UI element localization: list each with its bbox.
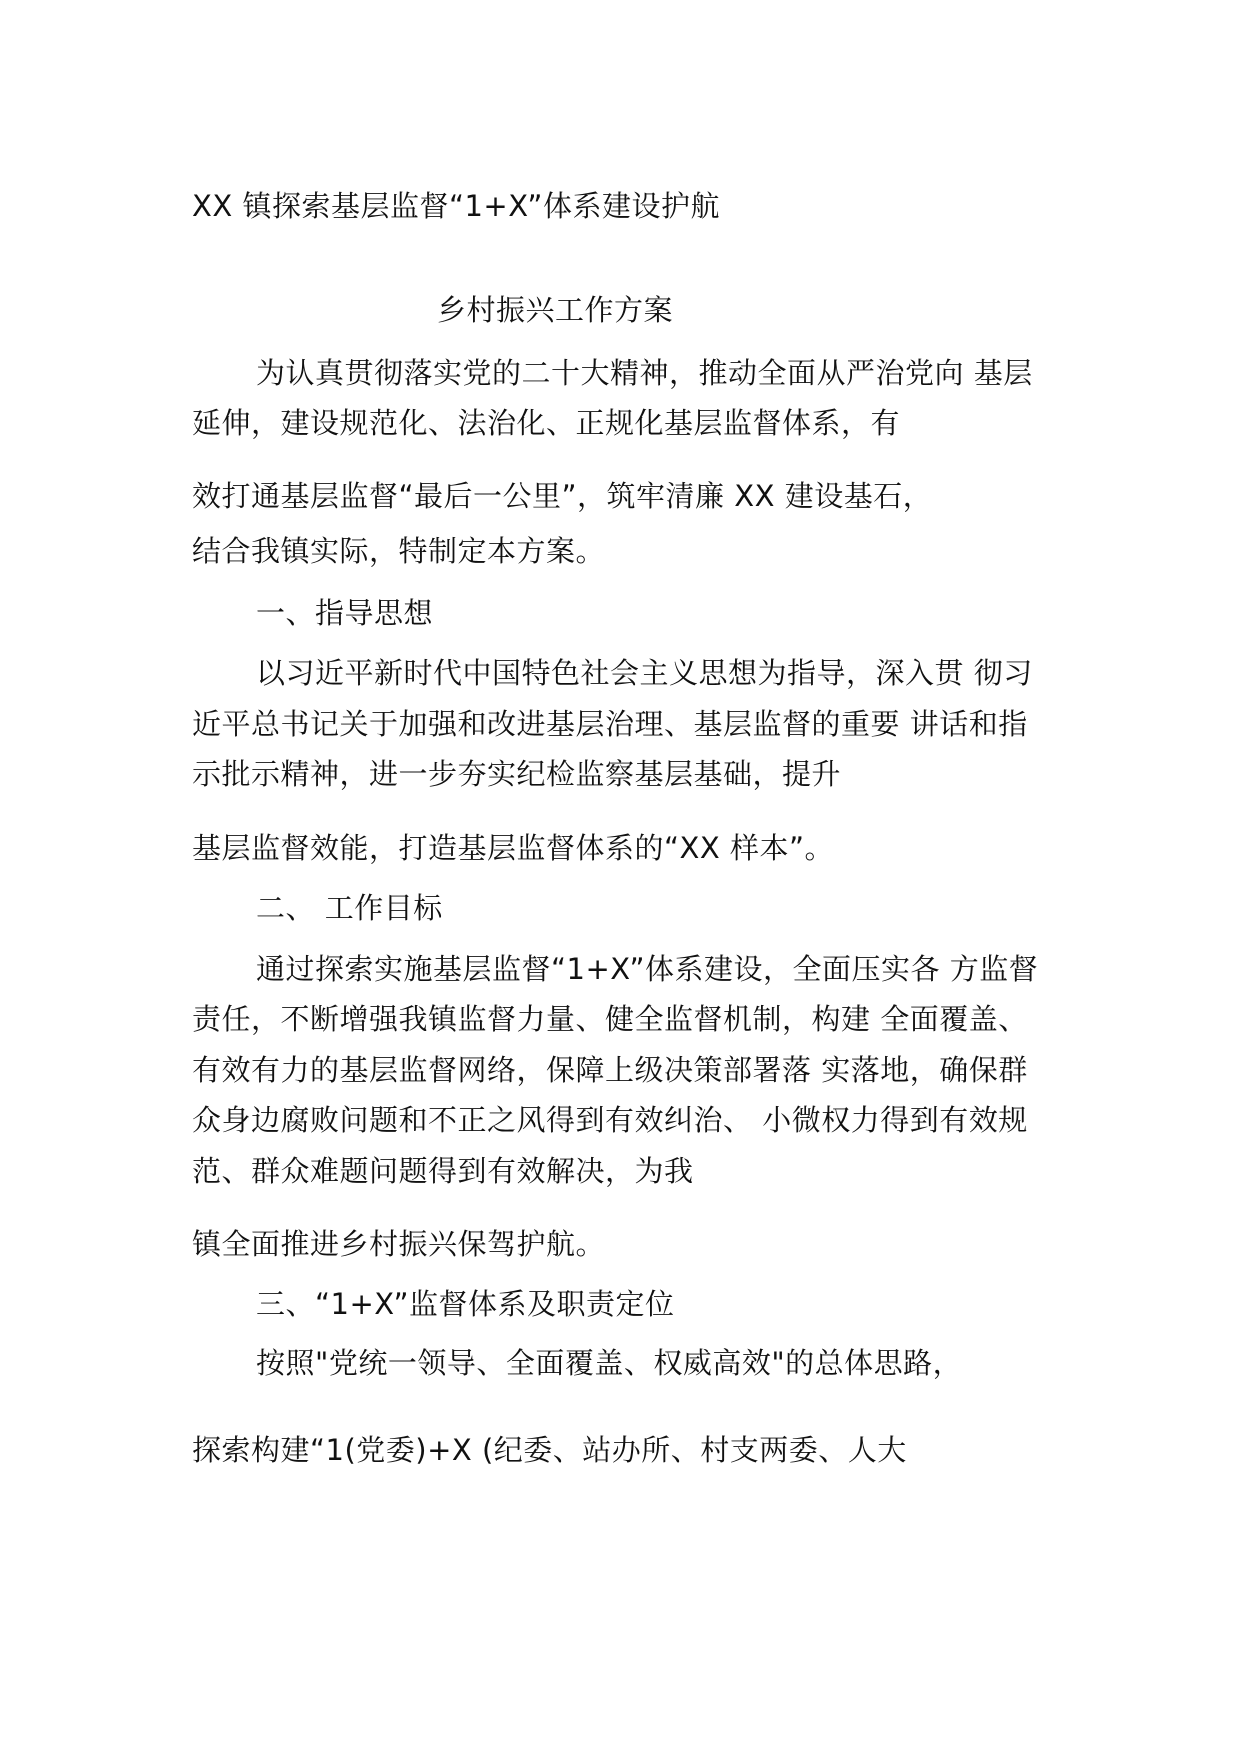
paragraph-line: 近平总书记关于加强和改进基层治理、基层监督的重要 讲话和指 bbox=[192, 707, 1028, 741]
section-heading: 一、指导思想 bbox=[256, 596, 434, 630]
paragraph-line: 有效有力的基层监督网络，保障上级决策部署落 实落地，确保群 bbox=[192, 1053, 1028, 1087]
paragraph-line: 镇全面推进乡村振兴保驾护航。 bbox=[192, 1227, 606, 1261]
paragraph-line: 结合我镇实际，特制定本方案。 bbox=[192, 534, 606, 568]
paragraph-line: 众身边腐败问题和不正之风得到有效纠治、 小微权力得到有效规 bbox=[192, 1103, 1028, 1137]
paragraph-line: 通过探索实施基层监督“1+X”体系建设，全面压实各 方监督 bbox=[256, 952, 1039, 986]
paragraph-line: 示批示精神，进一步夯实纪检监察基层基础，提升 bbox=[192, 757, 842, 791]
paragraph-line: 效打通基层监督“最后一公里”，筑牢清廉 XX 建设基石， bbox=[192, 479, 933, 513]
section-heading: 二、 工作目标 bbox=[256, 891, 443, 925]
paragraph-line: 责任，不断增强我镇监督力量、健全监督机制，构建 全面覆盖、 bbox=[192, 1002, 1028, 1036]
paragraph-line: 延伸，建设规范化、法治化、正规化基层监督体系，有 bbox=[192, 406, 901, 440]
paragraph-line: 按照"党统一领导、全面覆盖、权威高效"的总体思路， bbox=[256, 1346, 963, 1380]
document-title-line-1: XX 镇探索基层监督“1+X”体系建设护航 bbox=[192, 189, 720, 223]
paragraph-line: 探索构建“1(党委)+X (纪委、站办所、村支两委、人大 bbox=[192, 1433, 907, 1467]
section-heading: 三、“1+X”监督体系及职责定位 bbox=[256, 1287, 675, 1321]
document-title-line-2: 乡村振兴工作方案 bbox=[437, 293, 674, 327]
paragraph-line: 范、群众难题问题得到有效解决，为我 bbox=[192, 1154, 694, 1188]
paragraph-line: 基层监督效能，打造基层监督体系的“XX 样本”。 bbox=[192, 831, 835, 865]
paragraph-line: 为认真贯彻落实党的二十大精神，推动全面从严治党向 基层 bbox=[256, 356, 1033, 390]
paragraph-line: 以习近平新时代中国特色社会主义思想为指导，深入贯 彻习 bbox=[256, 656, 1033, 690]
